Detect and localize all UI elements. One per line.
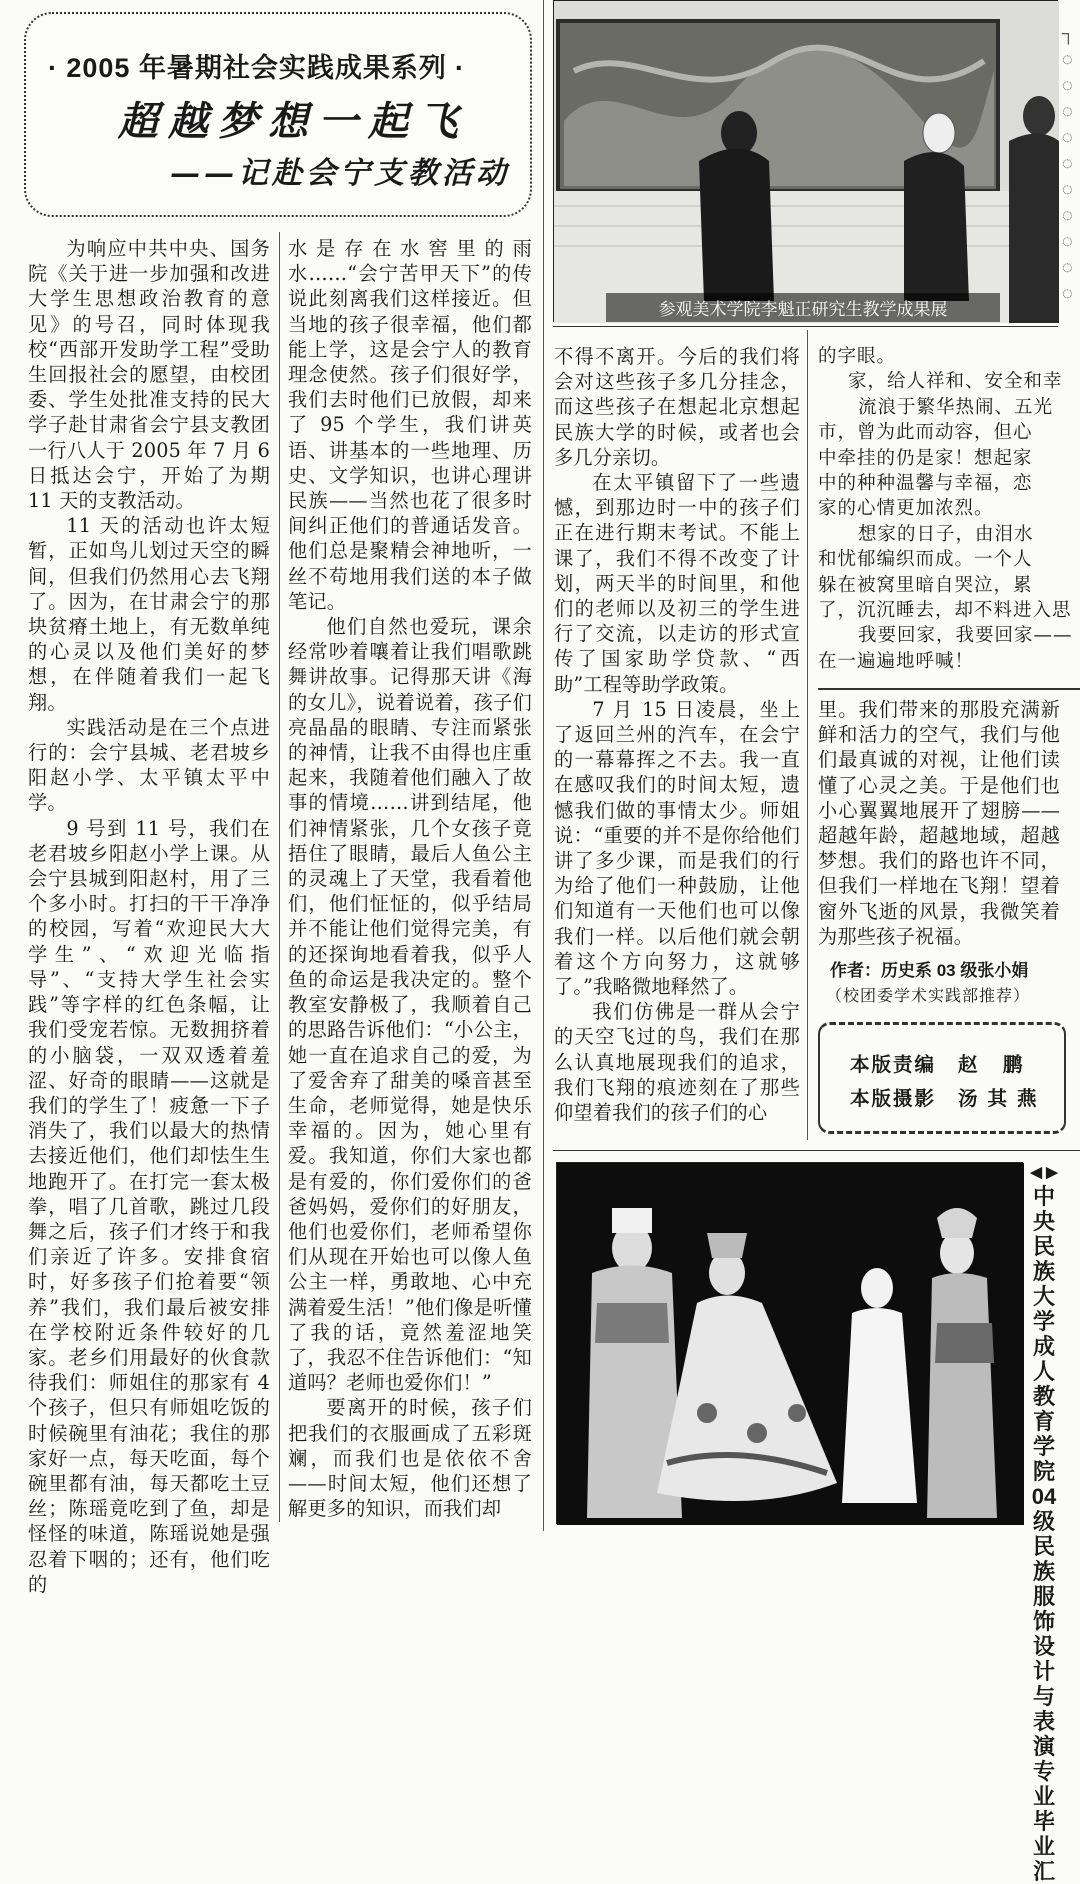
column-divider — [543, 0, 544, 1531]
poem-line: 市，曾为此而动容，但心 — [818, 422, 1033, 444]
poem-line: 中的种种温馨与幸福，恋 — [818, 473, 1033, 495]
editor-name: 赵 鹏 — [958, 1054, 1033, 1076]
poem-line: 流浪于繁华热闹、五光 — [858, 396, 1054, 418]
paragraph: 为响应中共中央、国务院《关于进一步加强和改进大学生思想政治教育的意见》的号召，同时体现我校“西部开发助学工程”受助生回报社会的愿望，由校团委、学生处批准支持的民大学子赴甘肃省会宁县支教团一行八人于 2005 年 7 月 6 日抵达会宁，开始了为期 11 天的支教活动。 — [28, 237, 270, 513]
paragraph: 在太平镇留下了一些遗憾，到那边时一中的孩子们正在进行期末考试。不能上课了，我们不得不改变了计划，两天半的时间里，和他们的老师以及初三的学生进行了交流，以走访的形式宣传了国家助学贷款、“西助”工程等助学政策。 — [554, 471, 800, 696]
paragraph: 水是存在水窖里的雨水……“会宁苦甲天下”的传说此刻离我们这样接近。但当地的孩子很幸福，他们都能上学，这是会宁人的教育理念使然。孩子们很好学，我们去时他们已放假，却来了 95 个学生，我们讲英语、讲基本的一些地理、历史、文学知识，也讲心理讲民族——当然也花了很多时间纠正他们的普通话发音。他们总是聚精会神地听，一丝不苟地用我们送的本子做笔记。 — [288, 237, 532, 613]
article-column-3 — [554, 344, 800, 1125]
photo-caption: 参观美术学院李魁正研究生教学成果展 — [606, 293, 1000, 322]
article-column-2 — [288, 236, 532, 1521]
divider — [553, 1150, 1080, 1151]
article-subtitle: ——记赴会宁支教活动 — [170, 156, 510, 191]
photographer-credit — [850, 1083, 1047, 1111]
poem-line: 我要回家，我要回家—— — [858, 625, 1073, 647]
vertical-photo-caption — [1028, 1162, 1060, 1884]
poem-line: 想家的日子，由泪水 — [858, 523, 1034, 545]
cropped-edge-text: ┐ ◌ ◌ ◌ ◌ ◌ ◌ ◌ ◌ ◌ ◌ — [1062, 23, 1075, 303]
caption-text: 中央民族大学成人教育学院04级民族服饰设计与表演专业毕业汇 — [1031, 1184, 1057, 1884]
photographer-name: 汤其燕 — [958, 1088, 1047, 1110]
column-divider — [807, 330, 808, 1140]
adjacent-article-fragment — [818, 344, 1080, 674]
fashion-show-photo — [556, 1162, 1023, 1524]
poem-line: 在一遍遍地呼喊！ — [818, 650, 975, 672]
series-title: · 2005 年暑期社会实践成果系列 · — [48, 52, 466, 83]
divider — [818, 688, 1080, 690]
column-divider — [279, 232, 280, 1522]
article-column-1 — [28, 236, 270, 1597]
paragraph: 他们自然也爱玩，课余经常吵着嚷着让我们唱歌跳舞讲故事。记得那天讲《海的女儿》，说着说着，孩子们亮晶晶的眼睛、专注而紧张的神情，让我不由得也庄重起来，我随着他们融入了故事的情境……讲到结尾，他们神情紧张，几个女孩子竟捂住了眼睛，最后人鱼公主的灵魂上了天堂，我看着他们，他们怔怔的，似乎结局并不能让他们觉得完美，有的还探询地看着我，似乎人鱼的命运是我决定的。整个教室安静极了，我顺着自己的思路告诉他们：“小公主，她一直在追求自己的爱，为了爱舍弃了甜美的嗓音甚至生命，老师觉得，她是快乐幸福的。因为，她心里有爱。我知道，你们大家也都是有爱的，你们爱你们的爸爸妈妈，爱你们的好朋友，他们也爱你们，老师希望你们从现在开始也可以像人鱼公主一样，勇敢地、心中充满着爱生活！”他们像是听懂了我的话，竟然羞涩地笑了，我忍不住告诉他们：“知道吗？老师也爱你们！” — [288, 615, 532, 1395]
poem-line: 中牵挂的仍是家！想起家 — [818, 447, 1033, 469]
editor-credit — [850, 1049, 1032, 1077]
paragraph: 实践活动是在三个点进行的：会宁县城、老君坡乡阳赵小学、太平镇太平中学。 — [28, 715, 270, 815]
poem-line: 和忧郁编织而成。一个人 — [818, 549, 1033, 571]
photographer-label: 本版摄影 — [850, 1088, 937, 1110]
article-column-4 — [818, 697, 1060, 949]
recommendation-note: （校团委学术实践部推荐） — [826, 986, 1031, 1005]
paragraph: 要离开的时候，孩子们把我们的衣服画成了五彩斑斓，而我们也是依依不舍——时间太短，他们还想了解更多的知识，而我们却 — [288, 1396, 532, 1521]
divider — [553, 326, 1058, 327]
paragraph: 我们仿佛是一群从会宁的天空飞过的鸟，我们在那么认真地展现我们的追求，我们飞翔的痕迹刻在了那些仰望着我们的孩子们的心 — [554, 1000, 800, 1125]
paragraph: 7 月 15 日凌晨，坐上了返回兰州的汽车，在会宁的一幕幕挥之不去。我一直在感叹我们的时间太短，遗憾我们做的事情太少。师姐说：“重要的并不是你给他们讲了多少课，而是我们的行为给了他们一种鼓励，让他们知道有一天他们也可以像我们一样。以后他们就会朝着这个方向努力，这就够了。”我略微地释然了。 — [554, 697, 800, 999]
poem-line: 家的心情更加浓烈。 — [818, 498, 994, 520]
poem-line: 了，沉沉睡去，却不料进入思 — [818, 600, 1072, 622]
paragraph: 里。我们带来的那股充满新鲜和活力的空气，我们与他们最真诚的对视，让他们读懂了心灵之美。于是他们也小心翼翼地展开了翅膀——超越年龄，超越地域，超越梦想。我们的路也许不同，但我们一样地在飞翔！望着窗外飞逝的风景，我微笑着为那些孩子祝福。 — [818, 698, 1060, 948]
article-title: 超越梦想一起飞 — [118, 98, 468, 145]
poem-line: 家，给人祥和、安全和幸 — [848, 371, 1063, 393]
page-credits-box — [818, 1022, 1066, 1134]
author-byline: 作者：历史系 03 级张小娟 — [830, 961, 1029, 980]
paragraph: 11 天的活动也许太短暂，正如鸟儿划过天空的瞬间，但我们仍然用心去飞翔了。因为，在甘肃会宁的那块贫瘠土地上，有无数单纯的心灵以及他们美好的梦想，在伴随着我们一起飞翔。 — [28, 514, 270, 714]
poem-line: 的字眼。 — [818, 346, 897, 367]
exhibition-photo — [553, 0, 1058, 322]
paragraph: 不得不离开。今后的我们将会对这些孩子多几分挂念，而这些孩子在想起北京想起民族大学的时候，或者也会多几分亲切。 — [554, 345, 800, 469]
caption-arrows: ◀ ▶ — [1030, 1164, 1058, 1181]
poem-line: 躲在被窝里暗自哭泣，累 — [818, 574, 1033, 596]
paragraph: 9 号到 11 号，我们在老君坡乡阳赵小学上课。从会宁县城到阳赵村，用了三个多小时。打扫的干干净净的校园，写着“欢迎民大大学生”、“欢迎光临指导”、“支持大学生社会实践”等字样的红色条幅，让我们受宠若惊。无数拥挤着的小脑袋，一双双透着羞涩、好奇的眼睛——这就是我们的学生了！疲惫一下子消失了，我们以最大的热情去接近他们，他们却怯生生地跑开了。在打完一套太极拳，唱了几首歌，跳过几段舞之后，孩子们才终于和我们亲近了许多。安排食宿时，好多孩子们抢着要“领养”我们，我们最后被安排在学校附近条件较好的几家。老乡们用最好的伙食款待我们：师姐住的那家有 4 个孩子，但只有师姐吃饭的时候碗里有油花；我住的那家好一点，每天吃面，每个碗里都有油，每天都吃土豆丝；陈瑶竟吃到了鱼，却是怪怪的味道，陈瑶说她是强忍着下咽的；还有，他们吃的 — [28, 816, 270, 1596]
editor-label: 本版责编 — [850, 1054, 937, 1076]
